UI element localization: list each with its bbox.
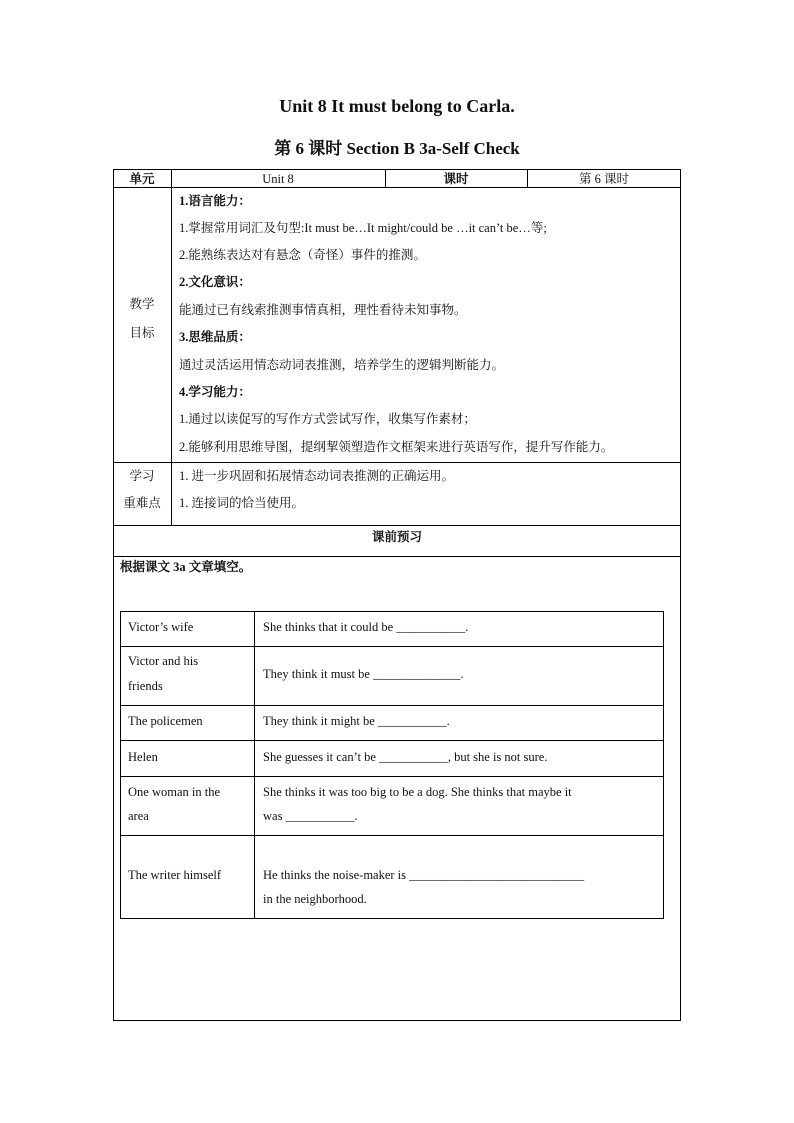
key-point-line: 1. 连接词的恰当使用。 <box>179 496 305 510</box>
table-row-text: He thinks the noise-maker is ____________________________ <box>263 868 585 882</box>
table-row-text: She thinks that it could be ___________. <box>263 620 469 634</box>
key-point-line: 1. 进一步巩固和拓展情态动词表推测的正确运用。 <box>179 469 455 483</box>
header-period-label: 课时 <box>443 172 469 186</box>
objective-heading: 2.文化意识： <box>179 275 251 289</box>
row-divider <box>113 187 681 188</box>
header-unit-value: Unit 8 <box>262 172 294 186</box>
header-period-value: 第 6 课时 <box>578 172 629 186</box>
key-points-label-2: 重难点 <box>123 496 161 510</box>
objective-heading: 1.语言能力： <box>179 194 251 208</box>
objective-heading: 4.学习能力： <box>179 385 251 399</box>
table-row-text: in the neighborhood. <box>263 892 367 906</box>
row-divider <box>113 462 681 463</box>
table-row-who: friends <box>128 679 163 693</box>
table-row-who: The policemen <box>128 714 203 728</box>
row-divider <box>120 705 664 706</box>
objective-line: 1.掌握常用词汇及句型:It must be…It might/could be …it can’t be…等; <box>179 221 547 235</box>
objective-line: 2.能够利用思维导图，提纲挈领塑造作文框架来进行英语写作，提升写作能力。 <box>179 440 614 454</box>
document-subtitle: 第 6 课时 Section B 3a-Self Check <box>274 139 520 158</box>
key-points-label-1: 学习 <box>129 469 155 483</box>
col-divider <box>254 611 255 919</box>
preview-heading: 课前预习 <box>371 530 422 544</box>
row-divider <box>120 740 664 741</box>
table-row-text: They think it must be ______________. <box>263 667 464 681</box>
col-divider <box>171 169 172 525</box>
objective-line: 2.能熟练表达对有悬念（奇怪）事件的推测。 <box>179 248 426 262</box>
row-divider <box>120 835 664 836</box>
table-row-text: She guesses it can’t be ___________, but she is not sure. <box>263 750 548 764</box>
objective-heading: 3.思维品质： <box>179 330 251 344</box>
objectives-label-2: 目标 <box>129 326 155 340</box>
table-row-who: One woman in the <box>128 785 220 799</box>
table-row-who: The writer himself <box>128 868 222 882</box>
table-row-who: area <box>128 809 149 823</box>
objective-line: 通过灵活运用情态动词表推测，培养学生的逻辑判断能力。 <box>179 358 505 372</box>
table-row-who: Victor and his <box>128 654 199 668</box>
table-row-text: They think it might be ___________. <box>263 714 450 728</box>
preview-instruction: 根据课文 3a 文章填空。 <box>120 560 252 574</box>
row-divider <box>120 646 664 647</box>
row-divider <box>120 776 664 777</box>
row-divider <box>113 556 681 557</box>
table-row-who: Helen <box>128 750 158 764</box>
objective-line: 1.通过以读促写的写作方式尝试写作，收集写作素材； <box>179 412 476 426</box>
objective-line: 能通过已有线索推测事情真相，理性看待未知事物。 <box>179 303 467 317</box>
table-row-text: was ___________. <box>263 809 358 823</box>
objectives-label-1: 教学 <box>129 297 155 311</box>
document-title: Unit 8 It must belong to Carla. <box>279 96 515 116</box>
header-unit-label: 单元 <box>129 172 155 186</box>
table-row-who: Victor’s wife <box>128 620 194 634</box>
table-row-text: She thinks it was too big to be a dog. She thinks that maybe it <box>263 785 572 799</box>
row-divider <box>113 525 681 526</box>
